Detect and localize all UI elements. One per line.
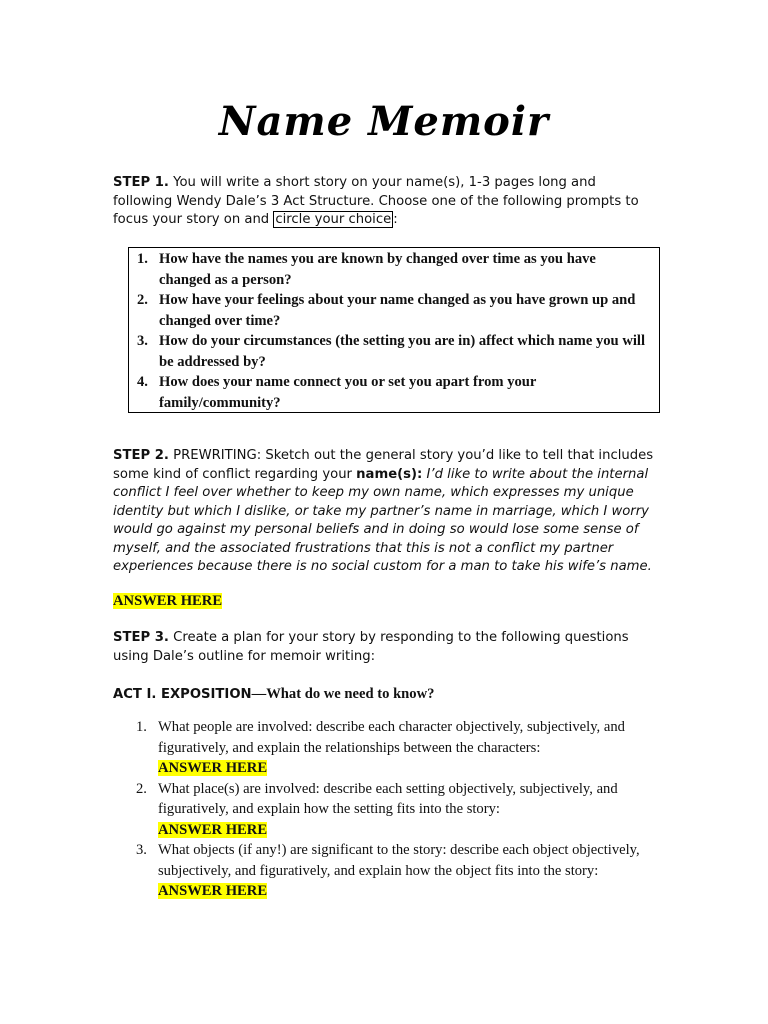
act1-item-text: What people are involved: describe each character objectively, subjectively, and figuratively, and explain the relationships between the characters:: [158, 719, 625, 756]
act1-heading: [113, 684, 658, 705]
step3-paragraph: [113, 629, 658, 666]
prompt-number: 1.: [137, 251, 148, 267]
act1-item-number: 3.: [136, 842, 147, 858]
answer-here-highlight: ANSWER HERE: [158, 760, 268, 776]
step2-example: I’d like to write about the internal conflict I feel over whether to keep my own name, which expresses my unique identity but which I dislike, or take my partner’s name in marriage, which I worry would go against my personal beliefs and in doing so would lose some sense of myself, and the associated frustrations that this is not a conflict my partner experiences because there is no social custom for a man to take his wife’s name.: [113, 466, 652, 574]
act1-item-text: What place(s) are involved: describe each setting objectively, subjectively, and figuratively, and explain how the setting fits into the story:: [158, 780, 618, 817]
prompt-item: [137, 290, 651, 331]
act1-item-text: What objects (if any!) are significant to the story: describe each object objectively, subjectively, and figuratively, and explain how the object fits into the story:: [158, 842, 640, 879]
act1-list: [136, 717, 656, 902]
step2-answer: [113, 591, 222, 612]
prompt-item: [137, 331, 651, 372]
step2-bold: name(s):: [356, 466, 423, 482]
step2-label: STEP 2.: [113, 448, 169, 463]
prompt-number: 2.: [137, 292, 148, 308]
prompt-number: 4.: [137, 374, 148, 390]
answer-here-highlight: ANSWER HERE: [158, 821, 268, 838]
step1-text-b: :: [393, 212, 398, 227]
prompt-number: 3.: [137, 333, 148, 349]
prompt-text: How have the names you are known by changed over time as you have changed as a person?: [159, 251, 596, 288]
answer-here-highlight: ANSWER HERE: [158, 883, 268, 899]
prompt-box: [128, 247, 660, 413]
prompt-item: [137, 249, 651, 290]
step1-text-a: You will write a short story on your name(s), 1-3 pages long and following Wendy Dale’s 3 Act Structure. Choose one of the following prompts to focus your story on and: [113, 175, 639, 227]
step2-text: PREWRITING: Sketch out the general story you’d like to tell that includes some kind of conflict regarding your: [113, 448, 654, 482]
prompt-text: How does your name connect you or set you apart from your family/community?: [159, 374, 537, 411]
step1-paragraph: [113, 174, 658, 230]
step2-paragraph: [113, 447, 658, 577]
act1-item-number: 2.: [136, 780, 147, 797]
act1-heading-a: ACT I. EXPOSITION: [113, 687, 252, 702]
act1-item: [136, 840, 656, 902]
step3-text: Create a plan for your story by responding to the following questions using Dale’s outline for memoir writing:: [113, 630, 629, 664]
page-title: Name Memoir: [218, 98, 550, 145]
act1-heading-b: —What do we need to know?: [251, 686, 435, 702]
prompt-item: [137, 372, 651, 413]
prompt-text: How do your circumstances (the setting you are in) affect which name you will be addressed by?: [159, 333, 646, 370]
step1-label: STEP 1.: [113, 175, 169, 190]
act1-item: [136, 717, 656, 779]
prompt-text: How have your feelings about your name changed as you have grown up and changed over time?: [159, 292, 636, 329]
step3-label: STEP 3.: [113, 630, 169, 645]
answer-here-highlight: ANSWER HERE: [113, 593, 223, 609]
act1-item-number: 1.: [136, 719, 147, 735]
act1-item: [136, 779, 656, 841]
circle-your-choice-box: circle your choice: [275, 212, 392, 227]
